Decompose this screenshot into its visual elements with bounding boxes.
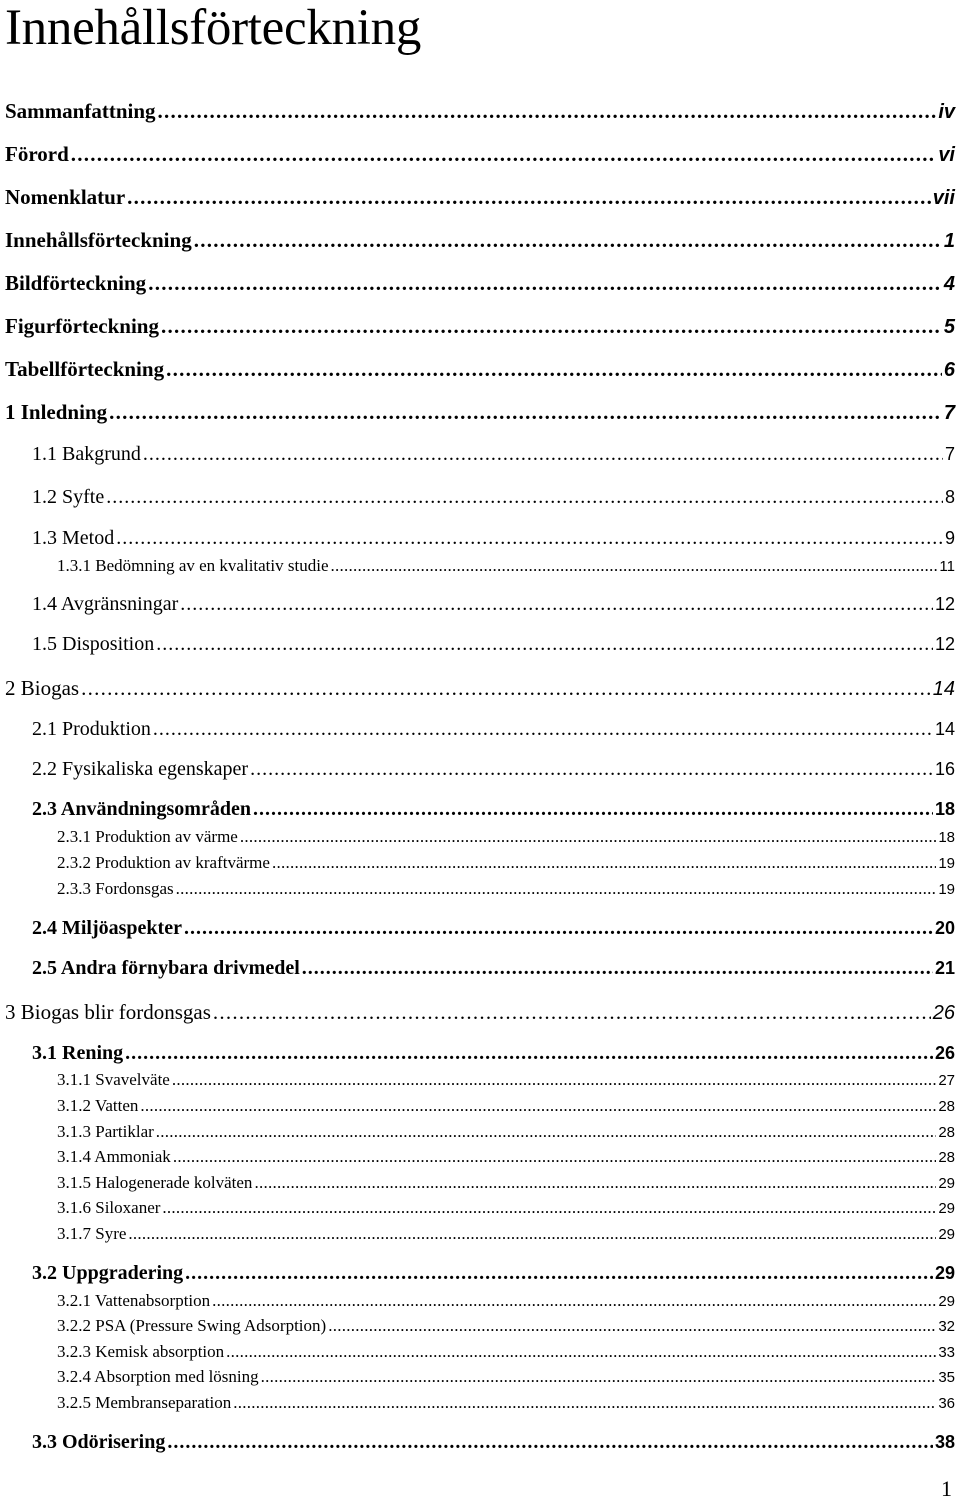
- toc-dot-leader: [158, 99, 937, 124]
- toc-entry-page: vii: [932, 187, 955, 209]
- toc-entry-page: 18: [934, 799, 955, 819]
- toc-entry-label: 3.2.1 Vattenabsorption: [57, 1291, 211, 1310]
- toc-entry-siloxaner[interactable]: [57, 1198, 955, 1220]
- toc-entry-page: 33: [938, 1344, 955, 1361]
- toc-entry-page: 11: [939, 558, 955, 575]
- toc-dot-leader: [161, 314, 942, 339]
- toc-entry-label: 3.2 Uppgradering: [32, 1262, 184, 1284]
- toc-entry-label: 3.1.2 Vatten: [57, 1096, 139, 1115]
- toc-entry-vattenabsorption[interactable]: [57, 1291, 955, 1313]
- toc-dot-leader: [185, 1262, 933, 1285]
- toc-entry-label: 3.1.6 Siloxaner: [57, 1198, 161, 1217]
- toc-dot-leader: [254, 1173, 936, 1193]
- toc-dot-leader: [176, 879, 937, 899]
- toc-entry-page: 32: [938, 1318, 955, 1335]
- toc-entry-produktion[interactable]: [32, 718, 955, 744]
- toc-entry-produktion-varme[interactable]: [57, 827, 955, 849]
- toc-entry-page: iv: [938, 101, 955, 123]
- toc-entry-page: 20: [934, 918, 955, 938]
- toc-dot-leader: [184, 917, 933, 940]
- toc-entry-membranseparation[interactable]: [57, 1393, 955, 1415]
- toc-dot-leader: [148, 271, 942, 296]
- toc-entry-label: 3.2.4 Absorption med lösning: [57, 1367, 259, 1386]
- toc-dot-leader: [128, 1224, 936, 1244]
- toc-entry-label: 1 Inledning: [5, 400, 108, 424]
- toc-entry-innehallsforteckning[interactable]: [5, 228, 955, 254]
- toc-entry-syre[interactable]: [57, 1224, 955, 1246]
- toc-dot-leader: [127, 185, 931, 210]
- toc-entry-label: 3.2.3 Kemisk absorption: [57, 1342, 225, 1361]
- toc-dot-leader: [116, 527, 943, 550]
- toc-dot-leader: [226, 1342, 936, 1362]
- toc-dot-leader: [213, 1000, 931, 1025]
- toc-entry-page: 12: [934, 594, 955, 614]
- toc-entry-label: 2.4 Miljöaspekter: [32, 917, 182, 939]
- toc-entry-label: 1.2 Syfte: [32, 486, 105, 508]
- toc-entry-avgransningar[interactable]: [32, 593, 955, 619]
- toc-entry-page: 28: [938, 1124, 955, 1141]
- toc-entry-page: 28: [938, 1149, 955, 1166]
- toc-entry-label: 2 Biogas: [5, 676, 80, 700]
- toc-dot-leader: [156, 633, 933, 656]
- toc-entry-label: 1.3 Metod: [32, 527, 115, 549]
- toc-dot-leader: [172, 1070, 936, 1090]
- toc-dot-leader: [194, 228, 942, 253]
- toc-entry-page: 6: [943, 359, 955, 381]
- toc-entry-page: 8: [944, 487, 955, 507]
- toc-entry-page: 38: [934, 1432, 955, 1452]
- toc-entry-page: 7: [943, 402, 955, 424]
- toc-entry-vatten[interactable]: [57, 1096, 955, 1118]
- toc-dot-leader: [240, 827, 936, 847]
- toc-entry-page: 35: [938, 1369, 955, 1386]
- toc-entry-miljoaspekter[interactable]: [32, 917, 955, 943]
- page-number: 1: [941, 1476, 952, 1501]
- toc-entry-produktion-kraftvarme[interactable]: [57, 853, 955, 875]
- toc-entry-page: 12: [934, 634, 955, 654]
- toc-entry-label: 3.2.5 Membranseparation: [57, 1393, 232, 1412]
- toc-dot-leader: [167, 1431, 933, 1454]
- toc-entry-label: 3.1.4 Ammoniak: [57, 1147, 171, 1166]
- toc-dot-leader: [261, 1367, 937, 1387]
- toc-entry-page: 29: [938, 1175, 955, 1192]
- toc-entry-label: 2.3.2 Produktion av kraftvärme: [57, 853, 270, 872]
- toc-entry-metod[interactable]: [32, 527, 955, 553]
- toc-entry-psa[interactable]: [57, 1316, 955, 1338]
- toc-entry-page: 29: [934, 1263, 955, 1283]
- toc-dot-leader: [140, 1096, 936, 1116]
- toc-dot-leader: [173, 1147, 937, 1167]
- toc-entry-ammoniak[interactable]: [57, 1147, 955, 1169]
- toc-entry-label: Bildförteckning: [5, 271, 147, 295]
- toc-entry-inledning[interactable]: [5, 400, 955, 426]
- toc-entry-label: Figurförteckning: [5, 314, 159, 338]
- toc-entry-page: 28: [938, 1098, 955, 1115]
- toc-dot-leader: [143, 443, 943, 466]
- toc-entry-halogenerade-kolvaten[interactable]: [57, 1173, 955, 1195]
- toc-entry-bedomning[interactable]: [57, 556, 955, 578]
- toc-entry-label: 3.1.7 Syre: [57, 1224, 127, 1243]
- toc-entry-label: 3.1.1 Svavelväte: [57, 1070, 170, 1089]
- toc-entry-page: 18: [938, 829, 955, 846]
- toc-entry-page: 1: [943, 230, 955, 252]
- toc-entry-biogas-blir-fordonsgas[interactable]: [5, 1000, 955, 1026]
- toc-entry-label: 3 Biogas blir fordonsgas: [5, 1000, 211, 1024]
- toc-entry-svavelvate[interactable]: [57, 1070, 955, 1092]
- toc-entry-label: 1.4 Avgränsningar: [32, 593, 179, 615]
- toc-entry-label: 3.1 Rening: [32, 1042, 124, 1064]
- toc-dot-leader: [109, 400, 942, 425]
- toc-entry-bakgrund[interactable]: [32, 443, 955, 469]
- toc-entry-label: Tabellförteckning: [5, 357, 165, 381]
- toc-dot-leader: [156, 1122, 937, 1142]
- toc-entry-label: 3.3 Odörisering: [32, 1431, 166, 1453]
- toc-dot-leader: [302, 957, 933, 980]
- toc-entry-partiklar[interactable]: [57, 1122, 955, 1144]
- toc-entry-label: 1.1 Bakgrund: [32, 443, 141, 465]
- toc-entry-syfte[interactable]: [32, 486, 955, 512]
- toc-entry-page: 21: [934, 958, 955, 978]
- toc-entry-label: Innehållsförteckning: [5, 228, 192, 252]
- toc-entry-page: 29: [938, 1200, 955, 1217]
- toc-entry-label: Nomenklatur: [5, 185, 126, 209]
- toc-entry-rening[interactable]: [32, 1042, 955, 1068]
- toc-entry-label: 3.1.3 Partiklar: [57, 1122, 154, 1141]
- toc-entry-uppgradering[interactable]: [32, 1262, 955, 1288]
- toc-entry-label: 2.3.3 Fordonsgas: [57, 879, 174, 898]
- toc-entry-page: 14: [934, 719, 955, 739]
- toc-entry-page: 27: [938, 1072, 955, 1089]
- toc-dot-leader: [328, 1316, 936, 1336]
- toc-dot-leader: [153, 718, 933, 741]
- toc-entry-page: 16: [934, 759, 955, 779]
- toc-entry-fysikaliska-egenskaper[interactable]: [32, 758, 955, 784]
- toc-entry-absorption-med-losning[interactable]: [57, 1367, 955, 1389]
- toc-entry-page: 14: [932, 678, 955, 700]
- toc-dot-leader: [272, 853, 936, 873]
- toc-dot-leader: [233, 1393, 936, 1413]
- toc-entry-page: 26: [934, 1043, 955, 1063]
- toc-entry-page: 19: [938, 881, 955, 898]
- toc-entry-label: 2.2 Fysikaliska egenskaper: [32, 758, 249, 780]
- toc-dot-leader: [71, 142, 937, 167]
- toc-dot-leader: [162, 1198, 936, 1218]
- toc-entry-label: 1.5 Disposition: [32, 633, 155, 655]
- toc-entry-nomenklatur[interactable]: [5, 185, 955, 211]
- toc-entry-page: 26: [932, 1002, 955, 1024]
- toc-entry-biogas[interactable]: [5, 676, 955, 702]
- toc-entry-page: 4: [943, 273, 955, 295]
- toc-entry-label: 2.1 Produktion: [32, 718, 151, 740]
- toc-entry-page: 29: [938, 1226, 955, 1243]
- toc-entry-page: 29: [938, 1293, 955, 1310]
- toc-entry-tabellforteckning[interactable]: [5, 357, 955, 383]
- toc-entry-label: 1.3.1 Bedömning av en kvalitativ studie: [57, 556, 329, 575]
- toc-entry-figurforteckning[interactable]: [5, 314, 955, 340]
- toc-entry-anvandningsomraden[interactable]: [32, 798, 955, 824]
- toc-entry-label: Sammanfattning: [5, 99, 156, 123]
- toc-entry-odorisering[interactable]: [32, 1431, 955, 1457]
- toc-dot-leader: [331, 556, 938, 576]
- toc-entry-page: 5: [943, 316, 955, 338]
- toc-dot-leader: [180, 593, 933, 616]
- toc-entry-kemisk-absorption[interactable]: [57, 1342, 955, 1364]
- toc-dot-leader: [81, 676, 931, 701]
- toc-entry-fordonsgas[interactable]: [57, 879, 955, 901]
- toc-entry-label: 2.5 Andra förnybara drivmedel: [32, 957, 300, 979]
- toc-entry-page: 9: [944, 528, 955, 548]
- toc-dot-leader: [106, 486, 943, 509]
- toc-dot-leader: [212, 1291, 936, 1311]
- toc-entry-page: vi: [938, 144, 955, 166]
- toc-entry-sammanfattning[interactable]: [5, 99, 955, 125]
- toc-dot-leader: [166, 357, 942, 382]
- toc-entry-disposition[interactable]: [32, 633, 955, 659]
- toc-entry-forord[interactable]: [5, 142, 955, 168]
- toc-dot-leader: [250, 758, 933, 781]
- toc-entry-label: 3.2.2 PSA (Pressure Swing Adsorption): [57, 1316, 327, 1335]
- toc-entry-bildforteckning[interactable]: [5, 271, 955, 297]
- toc-entry-label: 3.1.5 Halogenerade kolväten: [57, 1173, 253, 1192]
- toc-entry-label: 2.3.1 Produktion av värme: [57, 827, 238, 846]
- toc-entry-page: 36: [938, 1395, 955, 1412]
- toc-dot-leader: [253, 798, 933, 821]
- toc-dot-leader: [125, 1042, 933, 1065]
- toc-entry-page: 19: [938, 855, 955, 872]
- toc-entry-andra-fornybara-drivmedel[interactable]: [32, 957, 955, 983]
- toc-entry-label: 2.3 Användningsområden: [32, 798, 251, 820]
- toc-entry-label: Förord: [5, 142, 69, 166]
- page-title: Innehållsförteckning: [5, 0, 422, 56]
- toc-entry-page: 7: [944, 444, 955, 464]
